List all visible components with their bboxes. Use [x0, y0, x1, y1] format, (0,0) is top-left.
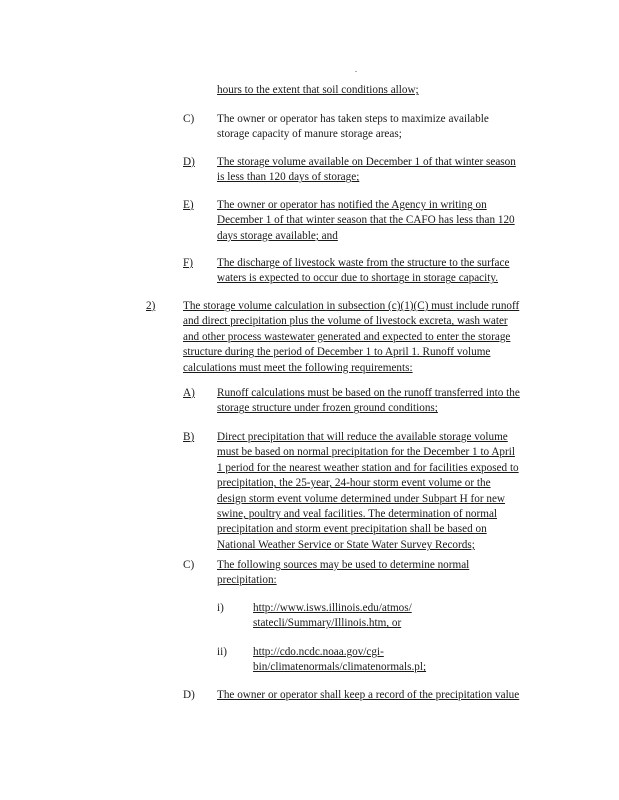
sub-item-ii-label: ii) [217, 646, 227, 658]
text-line: precipitation: [217, 574, 277, 587]
item-f-label: F) [183, 257, 193, 269]
text-line: storage capacity of manure storage areas; [217, 128, 402, 141]
text-line: swine, poultry and veal facilities. The determination of normal [217, 508, 498, 521]
text-line: precipitation, the 25-year, 24-hour storm event volume or the [217, 477, 491, 490]
sub-item-ii-link[interactable] [253, 645, 426, 676]
text-line: structure during the period of December 1 to April 1. Runoff volume [183, 346, 491, 359]
item-2c-text [217, 558, 469, 589]
text-line: The owner or operator has notified the Agency in writing on [217, 199, 487, 211]
text-line: hours to the extent that soil conditions allow; [217, 84, 419, 96]
text-line: Runoff calculations must be based on the runoff transferred into the [217, 387, 520, 399]
top-mark: . [355, 65, 357, 74]
text-line: The owner or operator shall keep a record of the precipitation value [217, 689, 520, 701]
text-line: The storage volume calculation in subsection (c)(1)(C) must include runoff [183, 300, 520, 312]
text-line: The storage volume available on December 1 of that winter season [217, 156, 516, 168]
item-2a-label: A) [183, 387, 195, 399]
item-d-text [217, 155, 516, 186]
item-e-label: E) [183, 199, 194, 211]
item-f-text [217, 256, 509, 287]
section-2-label: 2) [146, 300, 156, 312]
sub-item-i-label: i) [217, 602, 224, 614]
item-2a-text [217, 386, 520, 417]
text-line[interactable]: bin/climatenormals/climatenormals.pl; [253, 661, 427, 674]
item-2d-text [217, 688, 519, 703]
text-line: Direct precipitation that will reduce the available storage volume [217, 431, 508, 443]
section-2-text [183, 299, 519, 376]
text-line: National Weather Service or State Water Survey Records; [217, 538, 475, 551]
text-line: The discharge of livestock waste from the structure to the surface [217, 257, 510, 269]
text-line[interactable]: statecli/Summary/Illinois.htm, or [253, 617, 402, 630]
text-line: December 1 of that winter season that the CAFO has less than 120 [217, 214, 515, 227]
text-line: The owner or operator has taken steps to maximize available [217, 113, 489, 125]
item-d-label: D) [183, 156, 195, 168]
continuation-text [217, 83, 419, 98]
text-line: The following sources may be used to determine normal [217, 559, 470, 571]
text-line[interactable]: http://www.isws.illinois.edu/atmos/ [253, 602, 412, 614]
text-line: waters is expected to occur due to shortage in storage capacity. [217, 272, 499, 285]
item-2d-label: D) [183, 689, 195, 701]
item-2b-text [217, 430, 519, 553]
text-line: design storm event volume determined under Subpart H for new [217, 492, 506, 505]
text-line: precipitation and storm event precipitation shall be based on [217, 523, 487, 536]
text-line: and direct precipitation plus the volume of livestock excreta, wash water [183, 315, 508, 328]
text-line: storage structure under frozen ground conditions; [217, 402, 438, 415]
text-line: calculations must meet the following requirements: [183, 361, 413, 374]
item-c-text [217, 112, 489, 143]
sub-item-i-link[interactable] [253, 601, 412, 632]
text-line: must be based on normal precipitation for the December 1 to April [217, 446, 515, 459]
text-line: and other process wastewater generated and expected to enter the storage [183, 330, 511, 343]
item-2b-label: B) [183, 431, 195, 443]
text-line: is less than 120 days of storage; [217, 171, 360, 184]
text-line[interactable]: http://cdo.ncdc.noaa.gov/cgi- [253, 646, 384, 658]
item-c-label: C) [183, 113, 195, 125]
item-e-text [217, 198, 515, 244]
item-2c-label: C) [183, 559, 195, 571]
text-line: days storage available; and [217, 229, 338, 242]
text-line: 1 period for the nearest weather station and for facilities exposed to [217, 461, 519, 474]
